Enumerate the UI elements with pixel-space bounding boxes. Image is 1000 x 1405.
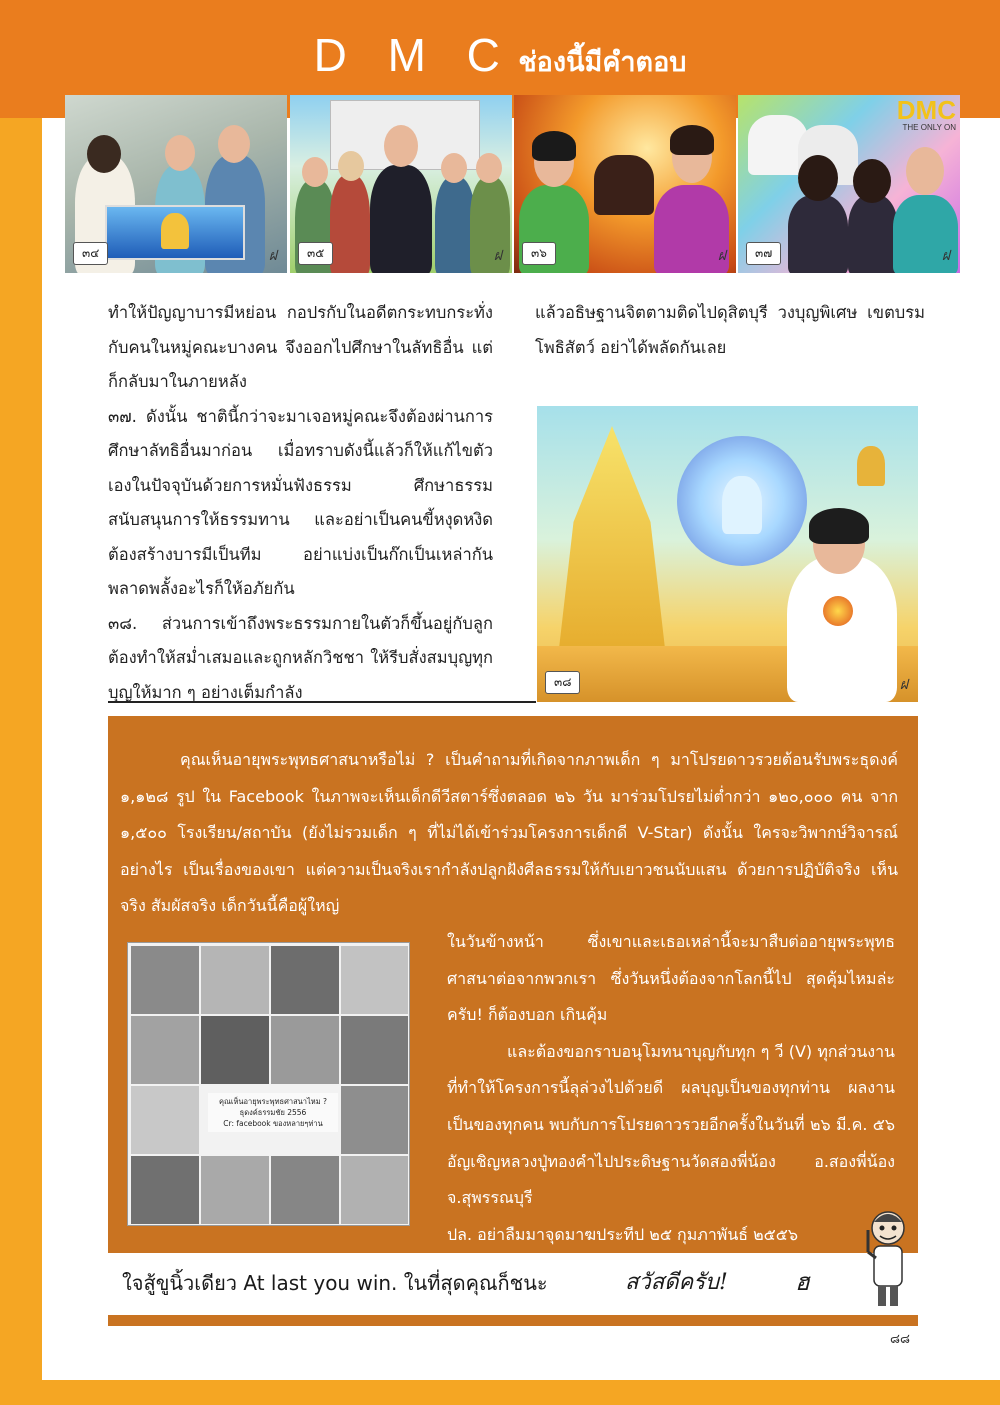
cartoon-mascot — [858, 1200, 918, 1310]
paragraph: ปล. อย่าลืมมาจุดมาฆประทีป ๒๕ กุมภาพันธ์ ๒๕๕๖ — [447, 1224, 799, 1244]
page-number: ๘๘ — [890, 1332, 911, 1347]
illustration-34 — [65, 95, 287, 273]
title-thai: ช่องนี้มีคำตอบ — [518, 47, 687, 78]
left-column-text — [108, 296, 493, 710]
title-latin: D M C — [313, 29, 514, 81]
picture-number-badge: ๓๔ — [73, 242, 108, 265]
bottom-frame-strip — [42, 1380, 1000, 1405]
buddha-figure — [722, 476, 762, 534]
picture-number-badge: ๓๘ — [545, 671, 580, 694]
illustration-35 — [290, 95, 512, 273]
artist-signature: ฝ — [941, 248, 950, 264]
column-divider — [108, 701, 536, 703]
feature-box-top-text — [120, 742, 898, 925]
right-column-text — [535, 296, 925, 365]
illustration-36 — [514, 95, 736, 273]
paragraph: และต้องขอกราบอนุโมทนาบุญกับทุก ๆ วี (V) ทุกส่วนงานที่ทำให้โครงการนี้ลุล่วงไปด้วยดี ผลบุญเป็นของทุกท่าน ผลงานเป็นของทุกคน พบกับการโปรยดาวรวยอีกครั้งในวันที่ ๒๖ มี.ค. ๕๖ อัญเชิญหลวงปู่ทองคำไปประดิษฐานวัดสองพี่น้อง อ.สองพี่น้อง จ.สุพรรณบุรี — [447, 1041, 895, 1208]
paragraph: ในวันข้างหน้า ซึ่งเขาและเธอเหล่านี้จะมาสืบต่ออายุพระพุทธศาสนาต่อจากพวกเรา ซึ่งวันหนึ่งต้องจากโลกนี้ไป สุดคุ้มไหมล่ะครับ! ก็ต้องบอก เกินคุ้ม — [447, 932, 895, 1025]
pagoda-shape — [557, 426, 667, 666]
paragraph: คุณเห็นอายุพระพุทธศาสนาหรือไม่ ? เป็นคำถามที่เกิดจากภาพเด็ก ๆ มาโปรยดาวรวยต้อนรับพระธุดงค์ ๑,๑๒๘ รูป ใน Facebook ในภาพจะเห็นเด็กดีวีสตาร์ซึ่งตลอด ๒๖ วัน มาร่วมโปรยไม่ต่ำกว่า ๑๒๐,๐๐๐ คน จาก ๑,๕๐๐ โรงเรียน/สถาบัน (ยังไม่รวมเด็ก ๆ ที่ไม่ได้เข้าร่วมโครงการเด็กดี V-Star) ดังนั้น ใครจะวิพากษ์วิจารณ์อย่างไร เป็นเรื่องของเขา แต่ความเป็นจริงเรากำลังปลูกฝังศีลธรรมให้กับเยาวชนนับแสน ด้วยการปฏิบัติจริง เห็นจริง สัมผัสจริง เด็กวันนี้คือผู้ใหญ่ — [120, 750, 898, 916]
buddha-statue — [857, 446, 885, 486]
page-title — [40, 28, 960, 88]
paragraph: ๓๘. ส่วนการเข้าถึงพระธรรมกายในตัวก็ขึ้นอยู่กับลูกต้องทำให้สม่ำเสมอและถูกหลักวิชชา ให้รีบสั่งสมบุญทุกบุญให้มาก ๆ อย่างเต็มกำลัง — [108, 613, 493, 702]
paragraph: ๓๗. ดังนั้น ชาตินี้กว่าจะมาเจอหมู่คณะจึงต้องผ่านการศึกษาลัทธิอื่นมาก่อน เมื่อทราบดังนี้แล้วก็ให้แก้ไขตัวเองในปัจจุบันด้วยการหมั่นฟังธรรม ศึกษาธรรม สนับสนุนการให้ธรรมทาน และอย่าเป็นคนขี้หงุดหงิด ต้องสร้างบารมีเป็นทีม อย่าแบ่งเป็นก๊กเป็นเหล่ากัน พลาดพลั้งอะไรก็ให้อภัยกัน — [108, 406, 493, 598]
collage-caption: คุณเห็นอายุพระพุทธศาสนาไหม ? ธุดงค์ธรรมชัย 2556 Cr: facebook ของหลายๆท่าน — [208, 1093, 338, 1132]
picture-number-badge: ๓๕ — [298, 242, 333, 265]
artist-signature: ฝ — [268, 248, 277, 264]
paragraph: แล้วอธิษฐานจิตตามติดไปดุสิตบุรี วงบุญพิเศษ เขตบรมโพธิสัตว์ อย่าได้พลัดกันเลย — [535, 303, 925, 357]
sun-emblem — [823, 596, 853, 626]
dmc-logo: DMC THE ONLY ON — [896, 95, 956, 132]
illustration-38 — [537, 406, 918, 702]
left-frame-strip — [0, 118, 42, 1405]
artist-signature: ฝ — [899, 677, 908, 693]
feature-box-side-text — [447, 924, 895, 1253]
picture-number-badge: ๓๖ — [522, 242, 556, 265]
paragraph: ทำให้ปัญญาบารมีหย่อน กอปรกับในอดีตกระทบกระทั่งกับคนในหมู่คณะบางคน จึงออกไปศึกษาในลัทธิอื่น แต่ก็กลับมาในภายหลัง — [108, 303, 493, 391]
picture-number-badge: ๓๗ — [746, 242, 781, 265]
illustration-37 — [738, 95, 960, 273]
greeting-handwritten: สวัสดีครับ! — [625, 1270, 728, 1295]
author-signature: ฮ — [795, 1268, 810, 1296]
photo-collage — [127, 942, 410, 1226]
artist-signature: ฝ — [493, 248, 502, 264]
footer-slogan: ใจสู้ขูนิ้วเดียว At last you win. ในที่สุดคุณก็ชนะ — [122, 1271, 548, 1295]
artist-signature: ฝ — [717, 248, 726, 264]
